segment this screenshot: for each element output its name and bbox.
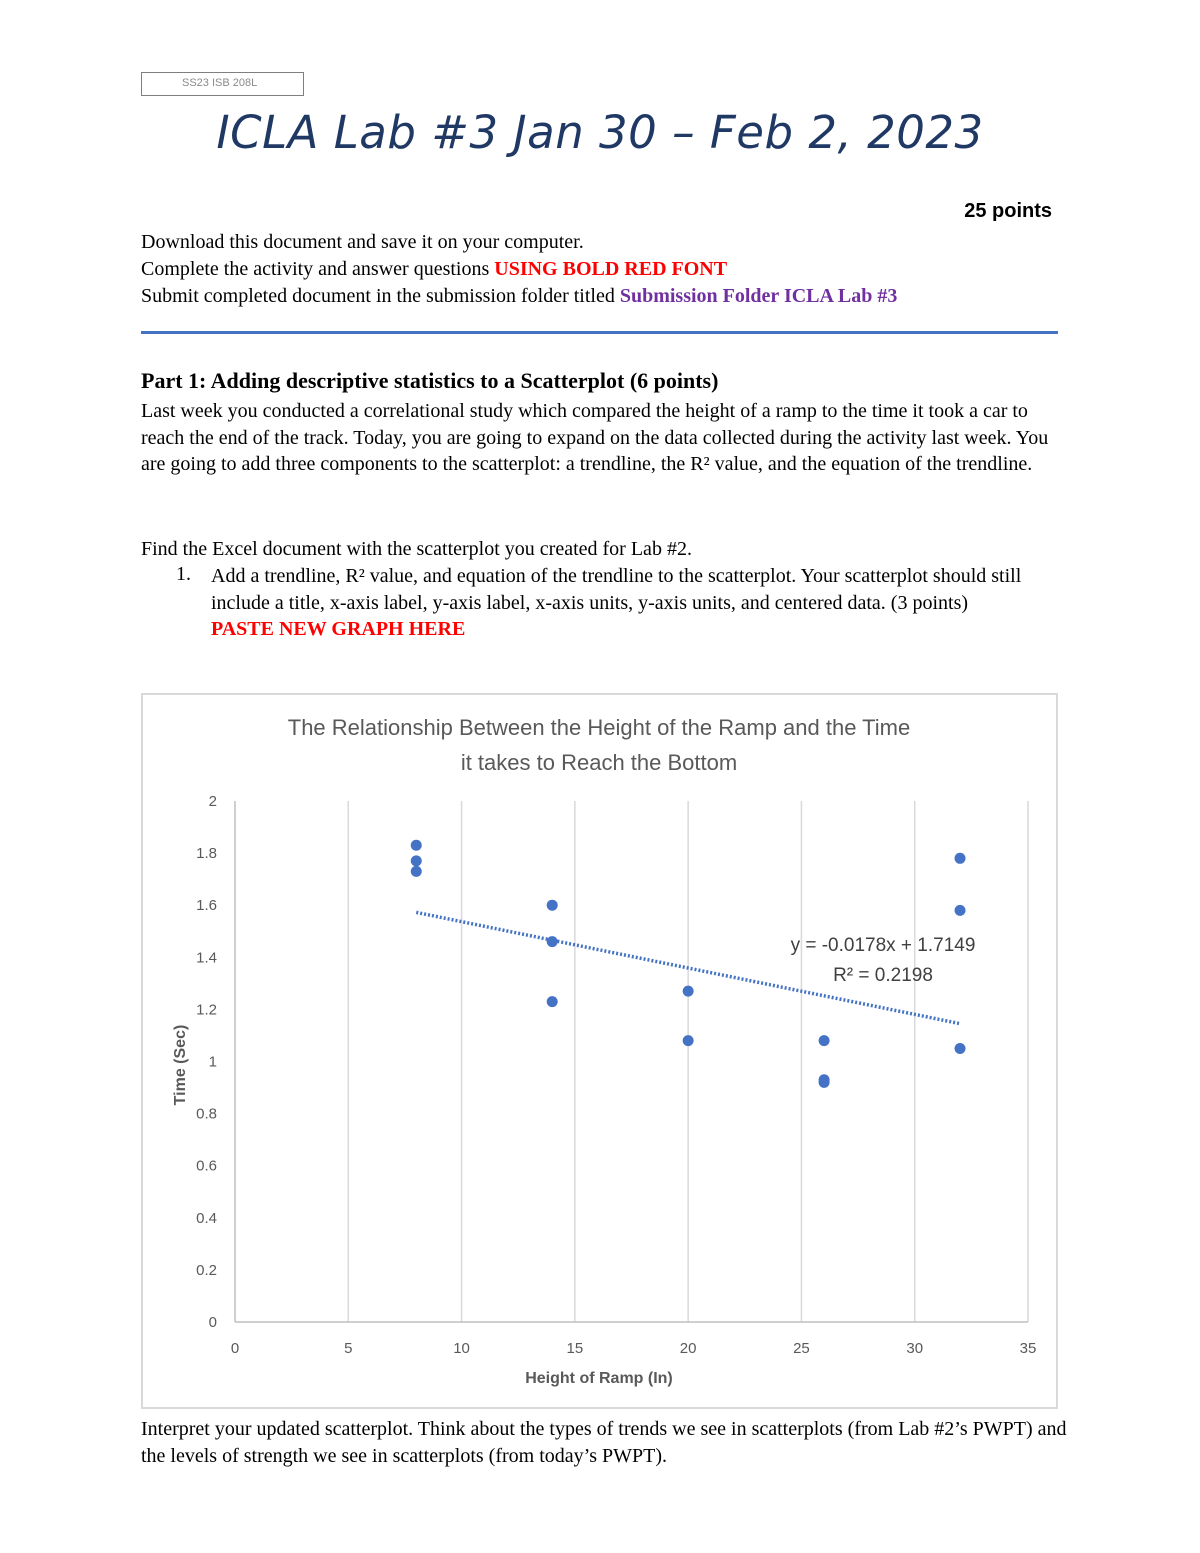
data-point xyxy=(955,1043,966,1054)
instruction-complete xyxy=(141,258,727,281)
chart-title-line1: The Relationship Between the Height of the Ramp and the Time xyxy=(287,715,911,740)
instruction-submit-text: Submit completed document in the submission folder titled xyxy=(141,285,620,307)
data-point xyxy=(819,1077,830,1088)
x-axis-label: Height of Ramp (In) xyxy=(525,1370,673,1387)
y-tick-label: 1.6 xyxy=(196,897,217,915)
x-tick-label: 0 xyxy=(230,1340,240,1357)
data-point xyxy=(955,853,966,864)
x-tick-label: 30 xyxy=(906,1340,924,1357)
y-tick-label: 0.4 xyxy=(196,1209,217,1227)
data-point xyxy=(683,986,694,997)
data-point xyxy=(547,996,558,1007)
paste-graph-placeholder: PASTE NEW GRAPH HERE xyxy=(211,618,466,640)
chart-title-line2: it takes to Reach the Bottom xyxy=(460,750,738,775)
instruction-submit xyxy=(141,285,897,308)
y-tick-label: 0.2 xyxy=(196,1261,217,1279)
data-point xyxy=(547,936,558,947)
y-axis-label: Time (Sec) xyxy=(172,1024,189,1106)
scatterplot-svg xyxy=(143,695,1056,1407)
course-label: SS23 ISB 208L xyxy=(182,77,258,89)
data-point xyxy=(547,900,558,911)
y-tick-label: 0.8 xyxy=(196,1105,217,1123)
y-tick-label: 1.4 xyxy=(196,949,217,967)
section-divider xyxy=(141,331,1058,334)
x-tick-label: 10 xyxy=(453,1340,470,1357)
y-tick-label: 1.8 xyxy=(196,845,217,863)
part1-intro: Last week you conducted a correlational study which compared the height of a ramp to the time it took a car to reach the end of the track. Today, you are going to expand on the data collected during the activity last week. You are going to add three components to the scatterplot: a trendline, the R² value, and the equation of the trendline. xyxy=(141,400,1049,475)
data-point xyxy=(819,1035,830,1046)
data-point xyxy=(955,905,966,916)
points-label: 25 points xyxy=(964,200,1052,222)
x-tick-label: 35 xyxy=(1019,1340,1037,1357)
y-tick-label: 1.2 xyxy=(196,1001,217,1019)
trendline-equation: y = -0.0178x + 1.7149 xyxy=(790,935,976,956)
instruction-red-emphasis: USING BOLD RED FONT xyxy=(494,258,728,280)
document-title: ICLA Lab #3 Jan 30 – Feb 2, 2023 xyxy=(216,106,984,159)
item-1 xyxy=(211,563,1081,643)
y-tick-label: 0.6 xyxy=(196,1157,217,1175)
y-tick-label: 0 xyxy=(208,1314,217,1331)
scatterplot-chart xyxy=(141,693,1058,1409)
y-tick-label: 2 xyxy=(208,793,217,810)
instruction-complete-text: Complete the activity and answer questions xyxy=(141,258,495,280)
r-squared-label: R² = 0.2198 xyxy=(833,965,933,986)
interpretation-prompt: Interpret your updated scatterplot. Think about the types of trends we see in scatterplots (from Lab #2’s PWPT) and the levels of strength we see in scatterplots (from today’s PWPT). xyxy=(141,1418,1067,1467)
item-1-text: Add a trendline, R² value, and equation of the trendline to the scatterplot. Your scatterplot should still include a title, x-axis label, y-axis label, x-axis units, y-axis units, and centered data. (3 points) xyxy=(211,565,1022,614)
find-excel-instruction: Find the Excel document with the scatterplot you created for Lab #2. xyxy=(141,538,692,560)
y-tick-label: 1 xyxy=(208,1053,217,1071)
x-tick-label: 5 xyxy=(344,1340,353,1357)
x-tick-label: 15 xyxy=(566,1340,584,1357)
submission-folder-name: Submission Folder ICLA Lab #3 xyxy=(619,285,898,307)
data-point xyxy=(411,866,422,877)
course-label-box xyxy=(141,72,304,96)
part1-heading: Part 1: Adding descriptive statistics to a Scatterplot (6 points) xyxy=(141,368,719,393)
data-point xyxy=(411,855,422,866)
data-point xyxy=(683,1035,694,1046)
data-point xyxy=(411,840,422,851)
x-tick-label: 25 xyxy=(793,1340,810,1357)
instruction-download: Download this document and save it on your computer. xyxy=(141,231,584,253)
item-number: 1. xyxy=(176,563,191,585)
x-tick-label: 20 xyxy=(679,1340,697,1357)
